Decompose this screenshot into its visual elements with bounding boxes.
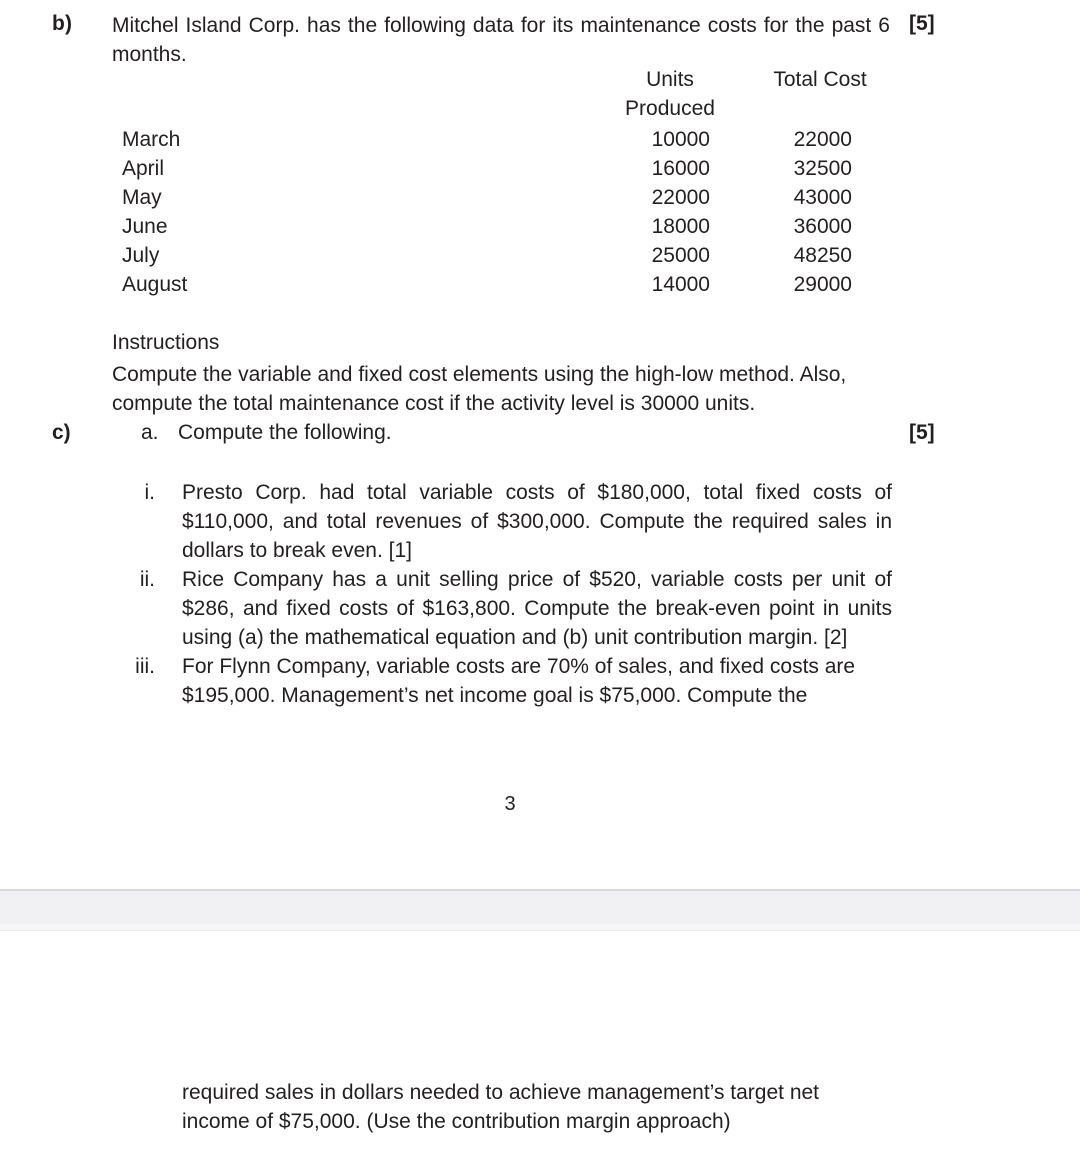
question-c-marks: [5]	[909, 421, 935, 444]
list-item-text: Presto Corp. had total variable costs of $180,000, total fixed costs of $110,000, and total revenues of $300,000. Compute the required sales in dollars to break even. [1]	[182, 481, 892, 562]
table-header-total-cost: Total Cost	[773, 68, 867, 91]
cell-total-cost: 36000	[793, 215, 852, 238]
cell-month: April	[122, 157, 165, 180]
table-header-units-line1: Units	[646, 68, 694, 91]
table-row	[0, 157, 1080, 186]
table-row	[0, 186, 1080, 215]
cell-units: 18000	[651, 215, 710, 238]
question-b-marker: b)	[52, 12, 73, 35]
cell-units: 16000	[651, 157, 710, 180]
page-break-shadow	[0, 924, 1080, 930]
cell-month: June	[122, 215, 168, 238]
cell-total-cost: 32500	[793, 157, 852, 180]
table-row	[0, 273, 1080, 302]
cell-month: July	[122, 244, 160, 267]
question-c-marker: c)	[52, 421, 71, 444]
list-item-numeral: iii.	[135, 655, 155, 678]
cell-month: March	[122, 128, 181, 151]
list-item-numeral: ii.	[139, 568, 155, 591]
cell-total-cost: 48250	[793, 244, 852, 267]
table-row	[0, 128, 1080, 157]
page-number: 3	[504, 793, 516, 815]
cell-total-cost: 29000	[793, 273, 852, 296]
instructions-body: Compute the variable and fixed cost elements using the high-low method. Also, compute the total maintenance cost if the activity level is 30000 units.	[112, 363, 847, 415]
table-row	[0, 244, 1080, 273]
cell-units: 14000	[651, 273, 710, 296]
question-b-text: Mitchel Island Corp. has the following data for its maintenance costs for the past 6 months.	[112, 14, 890, 66]
table-header-units-line2: Produced	[625, 97, 715, 120]
cell-total-cost: 43000	[793, 186, 852, 209]
question-c-sub-text: Compute the following.	[178, 421, 392, 444]
cell-month: August	[122, 273, 188, 296]
question-c-sub-label: a.	[141, 421, 159, 444]
cell-total-cost: 22000	[793, 128, 852, 151]
cell-units: 10000	[651, 128, 710, 151]
cell-units: 22000	[651, 186, 710, 209]
cell-units: 25000	[651, 244, 710, 267]
list-item-text: Rice Company has a unit selling price of $520, variable costs per unit of $286, and fixed costs of $163,800. Compute the break-even point in units using (a) the mathematical equation and (b) unit contribution margin. [2]	[182, 568, 892, 649]
list-item-numeral: i.	[144, 481, 155, 504]
table-row	[0, 215, 1080, 244]
instructions-heading: Instructions	[112, 331, 220, 354]
cell-month: May	[122, 186, 162, 209]
continued-text: required sales in dollars needed to achieve management’s target net income of $75,000. (Use the contribution margin approach)	[182, 1081, 820, 1133]
question-b-marks: [5]	[909, 12, 935, 35]
page-break-divider	[0, 889, 1080, 931]
list-item-text: For Flynn Company, variable costs are 70% of sales, and fixed costs are $195,000. Management’s net income goal is $75,000. Compute the	[182, 655, 856, 707]
